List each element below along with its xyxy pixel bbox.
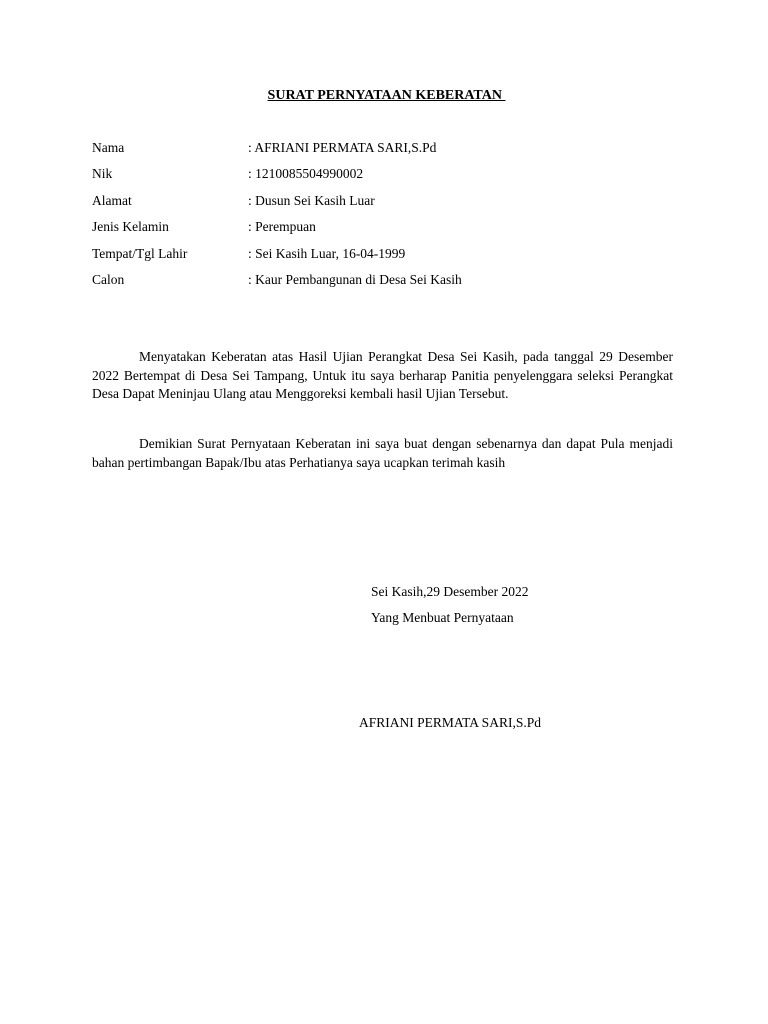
field-row-tempat-tgl-lahir: [92, 245, 692, 271]
field-row-jenis-kelamin: [92, 218, 692, 244]
field-label: Tempat/Tgl Lahir: [92, 245, 188, 261]
signer-role: Yang Menbuat Pernyataan: [371, 610, 514, 626]
field-value: : Perempuan: [248, 219, 316, 235]
field-label: Nama: [92, 140, 125, 155]
statement-paragraph: Menyatakan Keberatan atas Hasil Ujian Perangkat Desa Sei Kasih, pada tanggal 29 Desember 2022 Bertempat di Desa Sei Tampang, Untuk itu saya berharap Panitia penyelenggara seleksi Perangkat Desa Dapat Meninjau Ulang atau Menggoreksi kembali hasil Ujian Tersebut.: [92, 349, 673, 401]
field-label: Nik: [92, 166, 113, 182]
field-value: : 1210085504990002: [248, 166, 364, 182]
field-row-alamat: [92, 192, 692, 218]
field-label: Calon: [92, 271, 125, 287]
signature-block: [371, 583, 528, 636]
field-label: Jenis Kelamin: [92, 219, 169, 235]
identity-fields: [92, 139, 692, 297]
field-value: : Sei Kasih Luar, 16-04-1999: [248, 245, 406, 261]
field-row-nik: [92, 165, 692, 191]
field-row-calon: [92, 271, 692, 297]
field-value: : Dusun Sei Kasih Luar: [248, 192, 375, 208]
signer-name: AFRIANI PERMATA SARI,S.Pd: [359, 715, 541, 730]
place-date: Sei Kasih,29 Desember 2022: [371, 584, 529, 599]
field-label: Alamat: [92, 192, 132, 208]
document-title: SURAT PERNYATAAN KEBERATAN: [267, 88, 506, 103]
field-value: : Kaur Pembangunan di Desa Sei Kasih: [248, 271, 462, 287]
field-value: : AFRIANI PERMATA SARI,S.Pd: [248, 140, 437, 155]
closing-paragraph: Demikian Surat Pernyataan Keberatan ini saya buat dengan sebenarnya dan dapat Pula menjadi bahan pertimbangan Bapak/Ibu atas Perhatianya saya ucapkan terimah kasih: [92, 436, 673, 470]
field-row-nama: [92, 139, 692, 165]
